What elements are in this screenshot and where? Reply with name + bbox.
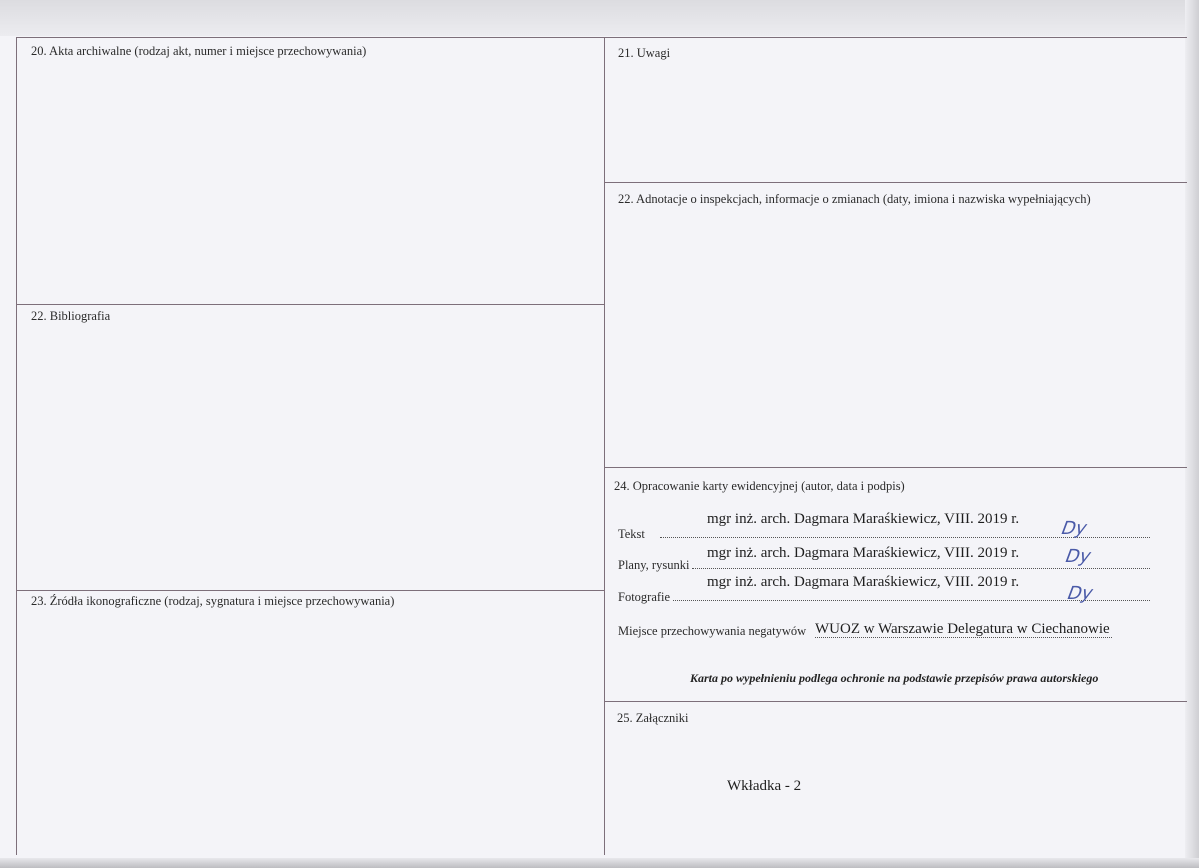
- scan-right-edge: [1185, 0, 1199, 868]
- left-border: [16, 37, 17, 855]
- text-signature: Dy: [1060, 518, 1089, 539]
- iconographic-heading: 23. Źródła ikonograficzne (rodzaj, sygnatura i miejsce przechowywania): [31, 594, 395, 608]
- center-divider: [604, 37, 605, 855]
- text-row-label: Tekst: [618, 527, 645, 541]
- plans-signature: Dy: [1064, 546, 1093, 567]
- scan-bottom-edge: [0, 858, 1199, 868]
- plans-author-value: mgr inż. arch. Dagmara Maraśkiewicz, VIII. 2019 r.: [707, 545, 1020, 561]
- top-rule: [16, 37, 1187, 38]
- rule-annotations: [604, 182, 1187, 183]
- attachments-heading: 25. Załączniki: [617, 711, 689, 725]
- photos-row-label: Fotografie: [618, 590, 671, 604]
- photos-author-value: mgr inż. arch. Dagmara Maraśkiewicz, VIII. 2019 r.: [707, 574, 1020, 590]
- rule-attachments: [604, 701, 1187, 702]
- rule-bibliography: [16, 304, 604, 305]
- plans-row-dots: [692, 568, 1150, 569]
- photos-signature: Dy: [1066, 583, 1095, 604]
- annotations-heading: 22. Adnotacje o inspekcjach, informacje o zmianach (daty, imiona i nazwiska wypełniających): [618, 192, 1091, 206]
- scan-top-band: [0, 0, 1199, 36]
- insert-label: Wkładka - 2: [727, 778, 802, 794]
- text-author-value: mgr inż. arch. Dagmara Maraśkiewicz, VIII. 2019 r.: [707, 511, 1020, 527]
- plans-row-label: Plany, rysunki: [618, 558, 690, 572]
- remarks-heading: 21. Uwagi: [618, 46, 671, 60]
- negatives-label: Miejsce przechowywania negatywów: [618, 624, 807, 638]
- archival-heading: 20. Akta archiwalne (rodzaj akt, numer i miejsce przechowywania): [31, 44, 367, 58]
- rule-iconographic: [16, 590, 604, 591]
- bibliography-heading: 22. Bibliografia: [31, 309, 111, 323]
- negatives-value: WUOZ w Warszawie Delegatura w Ciechanowie: [815, 621, 1110, 637]
- rule-card-prep: [604, 467, 1187, 468]
- copyright-note: Karta po wypełnieniu podlega ochronie na podstawie przepisów prawa autorskiego: [690, 671, 1099, 685]
- card-prep-heading: 24. Opracowanie karty ewidencyjnej (autor, data i podpis): [614, 479, 905, 493]
